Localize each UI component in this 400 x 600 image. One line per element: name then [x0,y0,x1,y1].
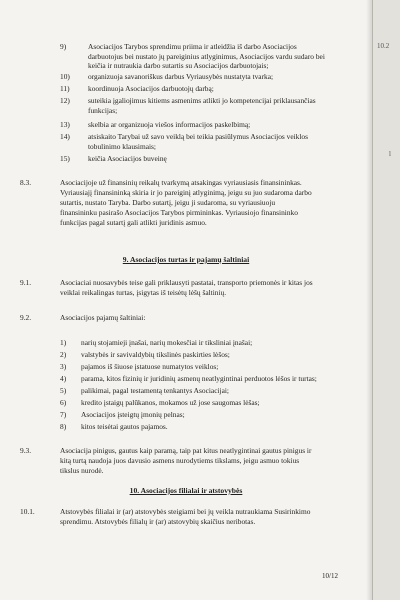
section-heading-10 [0,486,372,495]
list-item-line: tobulinimo klausimais; [88,142,156,151]
list-number: 13) [60,120,70,129]
list-number: 8) [60,422,67,431]
list-item-text: narių stojamieji įnašai, narių mokesčiai ir tiksliniai įnašai; [81,338,253,347]
list-number: 2) [60,350,67,359]
paragraph-number: 8.3. [20,178,32,187]
list-item-line: keičia Asociacijos buveinę [88,154,167,163]
list-item-line: keičia ir nutraukia darbo sutartis su Asociacijos darbuotojais; [88,61,269,70]
paragraph-line: Asociacija pinigus, gautus kaip paramą, taip pat kitus neatlygintinai gautus pinigus ir [60,446,312,455]
paragraph-number: 9.2. [20,313,32,322]
list-number: 5) [60,386,67,395]
adjacent-page-text: l [389,150,391,158]
section-heading-text: 10. Asociacijos filialai ir atstovybės [129,486,243,495]
list-number: 7) [60,410,67,419]
paragraph-line: tikslus nurodė. [60,466,104,475]
list-number: 10) [60,72,70,81]
list-item-line: funkcijas; [88,106,118,115]
paragraph-line: Asociacijoje už finansinių reikalų tvarkymą atsakingas vyriausiasis finansininkas. [60,178,302,187]
paragraph-line: Asociacijos pajamų šaltiniai: [60,313,146,322]
list-item-line: organizuoja savanoriškus darbus Vyriausybės nustatyta tvarka; [88,72,274,81]
list-item-text: kredito įstaigų palūkanos, mokamos už jose saugomas lėšas; [81,398,260,407]
paragraph-line: finansininku pasirašo Asociacijos Tarybos pirmininkas. Vyriausiojo finansininko [60,208,298,217]
list-number: 1) [60,338,67,347]
adjacent-page-edge [372,0,400,600]
list-item-text: valstybės ir savivaldybių tikslinės paskirties lėšos; [81,350,230,359]
list-number: 12) [60,96,70,105]
list-number: 11) [60,84,70,93]
paragraph-number: 9.1. [20,278,32,287]
paragraph-line: kitą turtą naudoja juos davusio asmens nurodytiems tikslams, jeigu asmuo tokius [60,456,300,465]
paragraph-number: 10.1. [20,507,35,516]
list-item-line: skelbia ar organizuoja viešos informacijos paskelbimą; [88,120,251,129]
list-item-line: Asociacijos Tarybos sprendimu priima ir atleidžia iš darbo Asociacijos [88,42,297,51]
list-item-line: suteikia įgaliojimus kitiems asmenims atlikti jo kompetencijai priklausančias [88,96,316,105]
list-item-text: pajamos iš šiuose įstatuose numatytos veiklos; [81,362,219,371]
paragraph-line: sprendimu. Atstovybės filialų ir (ar) atstovybių skaičius neribotas. [60,517,256,526]
paragraph-number: 9.3. [20,446,32,455]
adjacent-page-text: 10.2 [377,42,390,50]
paragraph-line: Vyriausiajį finansininką skiria ir jo pareiginį atlyginimą, jeigu su juo sudaroma darbo [60,188,312,197]
list-number: 6) [60,398,67,407]
paragraph-line: Asociaciai nuosavybės teise gali priklausyti pastatai, transporto priemonės ir kitas jos [60,278,313,287]
list-item-line: koordinuoja Asociacijos darbuotojų darbą; [88,84,214,93]
paragraph-line: sutartis, nustato Taryba. Darbo sutartį, jeigu ji sudaroma, su vyriausiuoju [60,198,276,207]
list-item-line: darbuotojus bei nustato jų pareiginius atlyginimus, Asociacijos vardu sudaro bei [88,51,325,61]
list-number: 3) [60,362,67,371]
paragraph-line: veiklai reikalingas turtas, įsigytas iš teisėtų lėšų šaltinių. [60,288,227,297]
paragraph-line: Atstovybės filialai ir (ar) atstovybės steigiami bei jų veikla nutraukiama Susirinkimo [60,507,311,516]
list-number: 15) [60,154,70,163]
page-number: 10/12 [322,572,338,580]
list-number: 4) [60,374,67,383]
list-item-text: kitos teisėtai gautos pajamos. [81,422,168,431]
section-heading-text: 9. Asociacijos turtas ir pajamų šaltiniai [122,255,250,264]
section-heading-9 [0,255,372,264]
paragraph-line: funkcijas pagal sutartį gali atlikti juridinis asmuo. [60,218,207,227]
list-number: 14) [60,132,70,141]
list-item-text: palikimai, pagal testamentą tenkantys Asociacijai; [81,386,229,395]
list-item-text: Asociacijos įsteigtų įmonių pelnas; [81,410,185,419]
list-item-text: parama, kitos fizinių ir juridinių asmenų neatlygintinai perduotos lėšos ir turtas; [81,374,317,383]
list-item-line: atsiskaito Tarybai už savo veiklą bei teikia pasiūlymus Asociacijos veiklos [88,132,308,141]
list-number: 9) [60,42,67,51]
